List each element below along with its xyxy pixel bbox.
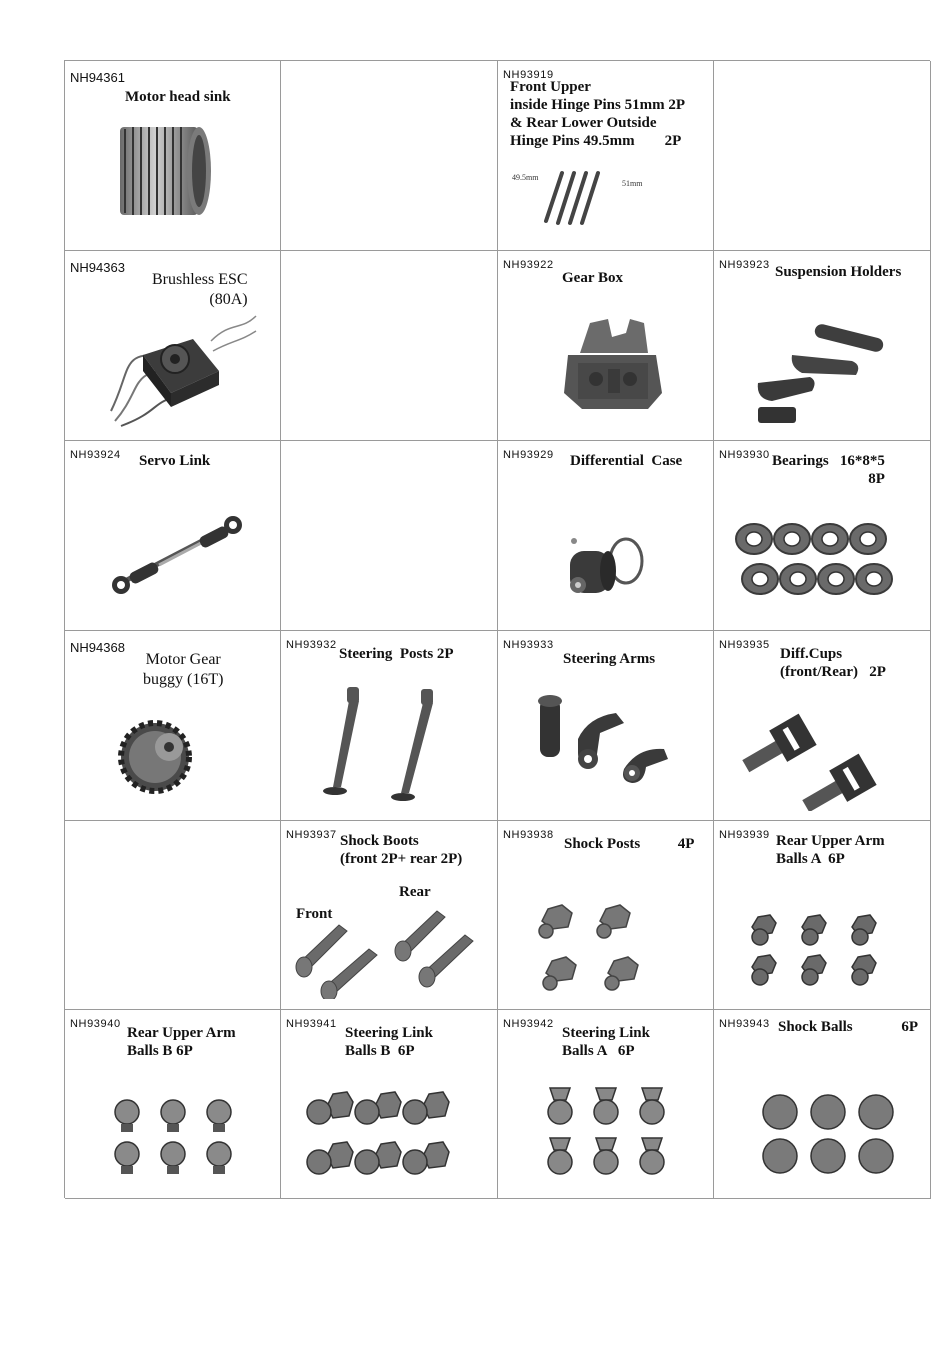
part-cell-nh94368 [65, 631, 281, 821]
empty-cell [281, 61, 498, 251]
part-code: NH93922 [503, 259, 554, 271]
part-cell-nh93929 [498, 441, 714, 631]
part-title: Rear Upper Arm Balls A 6P [776, 833, 885, 867]
part-code: NH94361 [70, 70, 125, 85]
part-cell-nh93939 [714, 821, 931, 1010]
part-code: NH93941 [286, 1018, 337, 1030]
steering-link-balls-b-icon [303, 1088, 463, 1184]
pin-length-label: 51mm [622, 179, 643, 188]
empty-cell [281, 251, 498, 441]
part-title: Servo Link [139, 453, 211, 469]
part-title: Gear Box [562, 270, 623, 286]
part-code: NH93935 [719, 639, 770, 651]
part-code: NH93923 [719, 259, 770, 271]
part-title: Motor head sink [125, 89, 231, 105]
empty-cell [714, 61, 931, 251]
part-code: NH93924 [70, 449, 121, 461]
part-cell-nh93940 [65, 1010, 281, 1199]
gear-box-icon [560, 313, 670, 413]
part-cell-nh93924 [65, 441, 281, 631]
part-title: Motor Gear buggy (16T) [143, 651, 224, 688]
part-title: Diff.Cups (front/Rear) 2P [780, 646, 886, 680]
motor-gear-icon [113, 711, 203, 801]
part-cell-nh93942 [498, 1010, 714, 1199]
part-code: NH93929 [503, 449, 554, 461]
part-cell-nh93941 [281, 1010, 498, 1199]
part-title: Rear Upper Arm Balls B 6P [127, 1025, 236, 1059]
part-cell-nh94363 [65, 251, 281, 441]
shock-boots-icon [289, 899, 489, 999]
diff-cups-icon [734, 711, 894, 811]
part-title: Brushless ESC (80A) [152, 271, 248, 308]
part-cell-nh93938 [498, 821, 714, 1010]
part-cell-nh93932 [281, 631, 498, 821]
empty-cell [281, 441, 498, 631]
part-title: Shock Posts 4P [564, 836, 695, 852]
steering-arms-icon [528, 687, 688, 797]
part-code: NH94368 [70, 640, 125, 655]
part-code: NH93940 [70, 1018, 121, 1030]
part-cell-nh93933 [498, 631, 714, 821]
differential-case-icon [560, 525, 660, 615]
rear-label: Rear [399, 884, 431, 900]
suspension-holders-icon [752, 321, 892, 431]
part-code: NH93933 [503, 639, 554, 651]
part-code: NH93943 [719, 1018, 770, 1030]
bearings-icon [734, 521, 904, 601]
steering-link-balls-a-icon [540, 1084, 680, 1180]
parts-table [64, 60, 930, 1198]
part-cell-nh93935 [714, 631, 931, 821]
part-cell-nh93923 [714, 251, 931, 441]
part-cell-nh93922 [498, 251, 714, 441]
part-cell-nh93919 [498, 61, 714, 251]
part-title: Steering Arms [563, 651, 656, 667]
shock-posts-icon [528, 901, 658, 1001]
empty-cell [65, 821, 281, 1010]
brushless-esc-icon [101, 311, 261, 431]
part-title: Differential Case [570, 453, 683, 469]
part-title: Steering Posts 2P [339, 646, 454, 662]
part-code: NH93932 [286, 639, 337, 651]
part-code: NH94363 [70, 260, 125, 275]
rear-upper-arm-balls-a-icon [744, 913, 894, 993]
part-title: Steering Link Balls B 6P [345, 1025, 433, 1059]
part-code: NH93938 [503, 829, 554, 841]
part-code: NH93930 [719, 449, 770, 461]
part-cell-nh93930 [714, 441, 931, 631]
servo-link-icon [105, 511, 245, 601]
part-title: Steering Link Balls A 6P [562, 1025, 650, 1059]
part-title: Shock Balls 6P [778, 1019, 919, 1035]
rear-upper-arm-balls-b-icon [111, 1098, 251, 1178]
steering-posts-icon [311, 683, 461, 808]
part-cell-nh93943 [714, 1010, 931, 1199]
part-code: NH93942 [503, 1018, 554, 1030]
motor-heat-sink-icon [115, 119, 215, 221]
part-cell-nh94361 [65, 61, 281, 251]
pin-length-label: 49.5mm [512, 173, 539, 182]
part-cell-nh93937 [281, 821, 498, 1010]
part-title: Suspension Holders [775, 264, 902, 280]
shock-balls-icon [758, 1094, 908, 1174]
hinge-pins-icon [512, 169, 652, 229]
part-code: NH93937 [286, 829, 337, 841]
front-label: Front [296, 906, 333, 922]
part-code: NH93919 [503, 69, 554, 81]
part-title: Front Upper inside Hinge Pins 51mm 2P & Rear Lower Outside Hinge Pins 49.5mm 2P [510, 79, 686, 149]
part-code: NH93939 [719, 829, 770, 841]
part-title: Bearings 16*8*5 8P [772, 453, 885, 487]
part-title: Shock Boots (front 2P+ rear 2P) [340, 833, 463, 867]
